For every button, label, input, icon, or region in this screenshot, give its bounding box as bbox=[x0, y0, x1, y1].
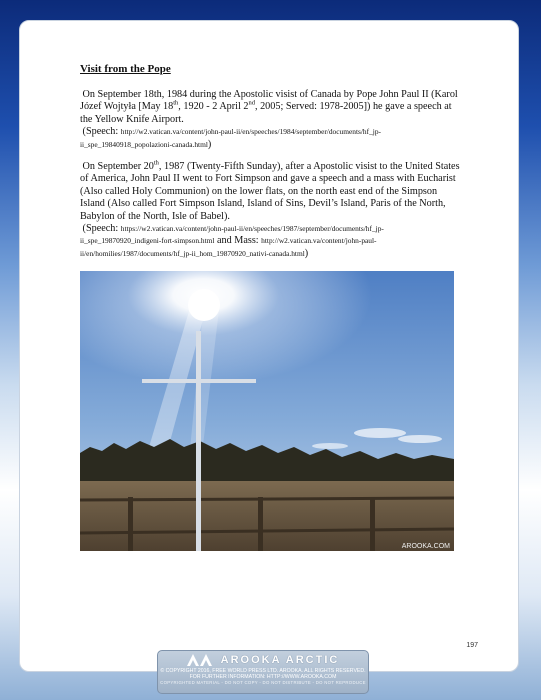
cross-photo-image bbox=[80, 271, 454, 551]
page-content bbox=[80, 63, 460, 260]
footer-notice: COPYRIGHTED MATERIAL - DO NOT COPY - DO NOT DISTRIBUTE - DO NOT REPRODUCE bbox=[160, 680, 366, 685]
para2-text-a: On September 20 bbox=[82, 161, 154, 173]
para1-speech-open: (Speech: bbox=[82, 126, 121, 138]
paragraph-1-speech bbox=[80, 126, 460, 151]
para1-sup-a: th bbox=[173, 100, 179, 108]
document-page bbox=[19, 20, 519, 672]
para2-text-b: , 1987 (Twenty-Fifth Sunday), after a Apostolic visist to the United States of America, John Paul II went to Fort Simpson and gave a speech and a mass with Eucharist (Also called Holy Communion) on the lower flats, on the north east end of the Simpson Island (Also called Fort Simpson Island, Island of Sins, Devil’s Island, Paris of the North, Babylon of the North, Isle of Babel). bbox=[80, 161, 460, 222]
footer-copyright: © COPYRIGHT 2016, FREE WORLD PRESS LTD. AROOKA. ALL RIGHTS RESERVED. bbox=[160, 668, 366, 674]
footer-banner bbox=[157, 650, 369, 694]
para2-sup-a: th bbox=[153, 159, 159, 167]
footer-brand bbox=[158, 654, 368, 666]
photo-watermark: AROOKA.COM bbox=[401, 543, 450, 550]
para2-speech-open: (Speech: bbox=[82, 223, 121, 235]
paragraph-2 bbox=[80, 161, 460, 223]
para2-close: ) bbox=[304, 247, 309, 259]
para1-text-b: , 1920 - 2 April 2 bbox=[178, 101, 249, 113]
footer-info[interactable]: FOR FURTHER INFORMATION: HTTP://WWW.AROOKA.COM bbox=[189, 674, 337, 680]
paragraph-2-links bbox=[80, 223, 460, 260]
brand-name: AROOKA ARCTIC bbox=[220, 654, 340, 666]
para1-speech-link[interactable]: http://w2.vatican.va/content/john-paul-ii/en/speeches/1984/september/documents/hf_jp-ii_spe_19840918_popolazioni-canada.html bbox=[80, 127, 381, 149]
para1-sup-b: nd bbox=[248, 100, 255, 108]
arooka-logo-icon bbox=[187, 654, 213, 666]
para1-speech-close: ) bbox=[207, 138, 212, 150]
page-number: 197 bbox=[466, 642, 478, 649]
para1-text-a: On September 18th, 1984 during the Apostolic visist of Canada by Pope John Paul II (Karol Józef Wojtyła [May 18 bbox=[80, 89, 458, 113]
section-heading: Visit from the Pope bbox=[80, 63, 171, 75]
para2-mass-label: and Mass: bbox=[214, 235, 262, 247]
cross-photo bbox=[80, 271, 454, 551]
para1-text-c: , 2005; Served: 1978-2005]) he gave a speech at the Yellow Knife Airport. bbox=[80, 101, 452, 125]
para2-mass-link[interactable]: http://w2.vatican.va/content/john-paul-ii/en/homilies/1987/documents/hf_jp-ii_hom_19870920_nativi-canada.html bbox=[80, 236, 377, 258]
paragraph-1 bbox=[80, 89, 460, 126]
para2-speech-link[interactable]: https://w2.vatican.va/content/john-paul-ii/en/speeches/1987/september/documents/hf_jp-ii_spe_19870920_indigeni-fort-simpson.html bbox=[80, 224, 384, 246]
